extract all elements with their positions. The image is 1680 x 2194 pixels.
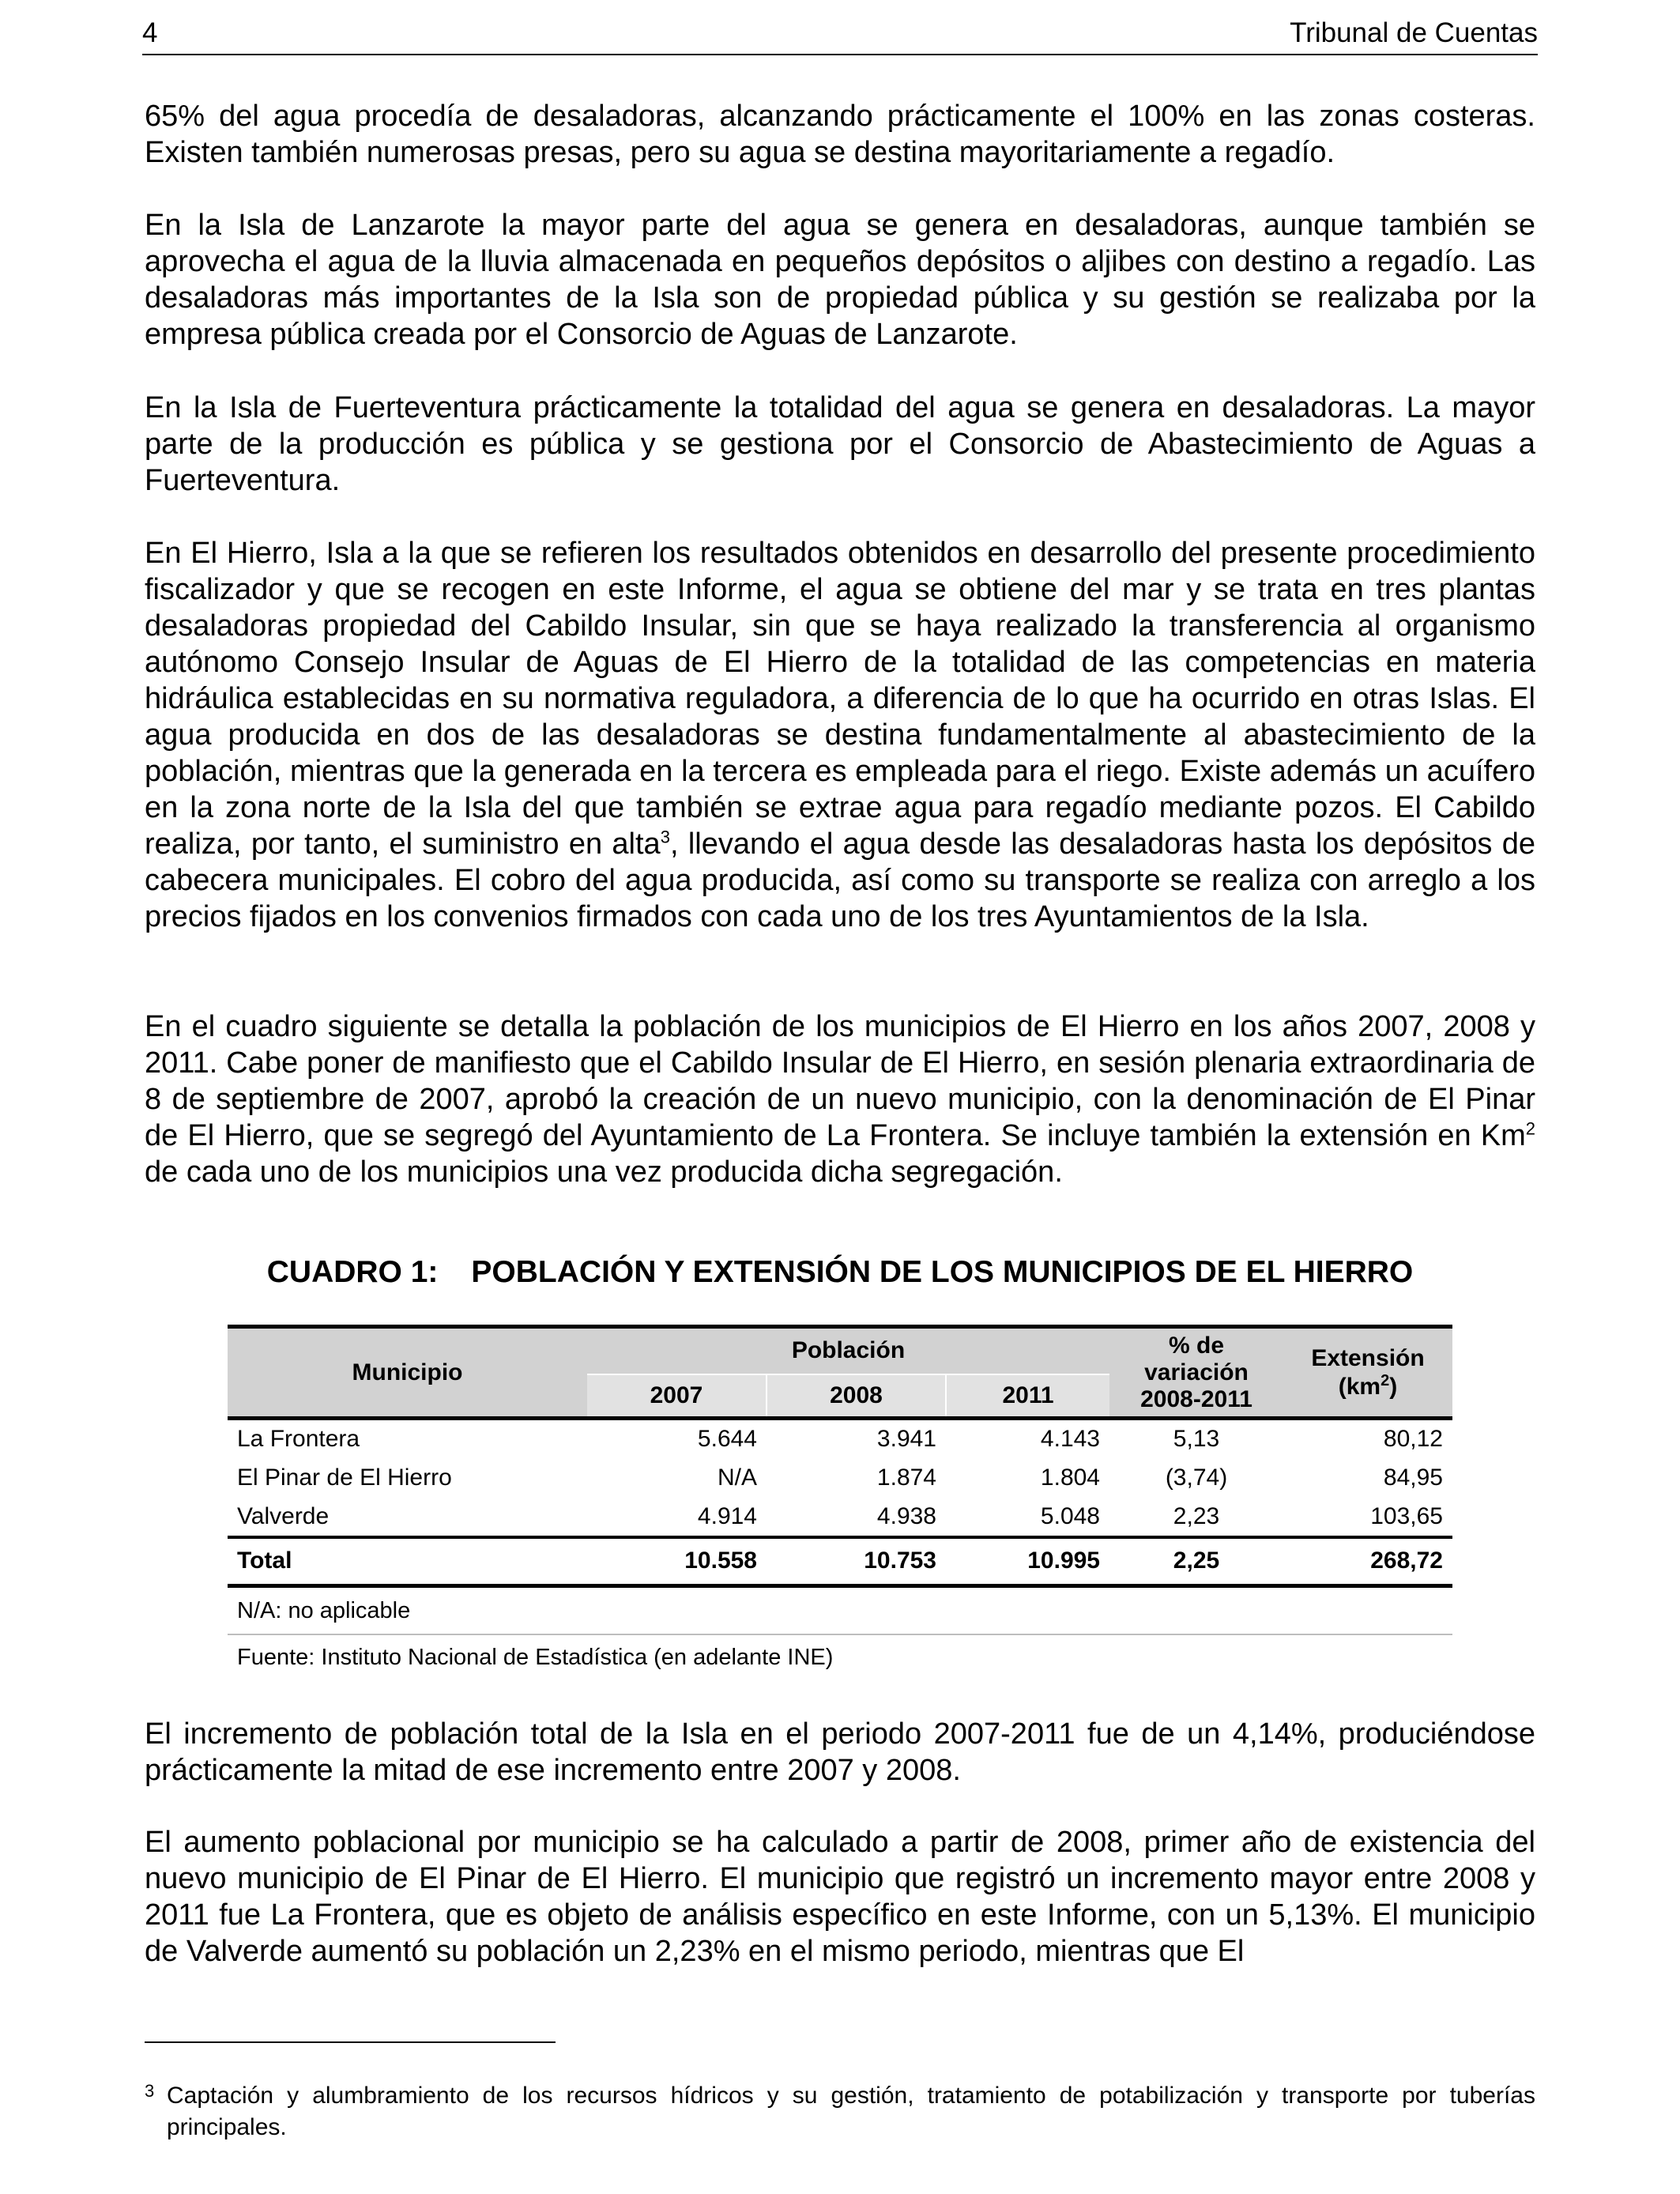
table-row <box>228 1498 1452 1537</box>
column-header-poblacion: Población <box>587 1327 1109 1374</box>
cell-municipio: Valverde <box>237 1502 330 1529</box>
variacion-header-line1: % de variación <box>1144 1332 1249 1385</box>
total-row <box>228 1537 1452 1586</box>
paragraph-cuadro-intro-text-b: de cada uno de los municipios una vez producida dicha segregación. <box>145 1155 1063 1189</box>
column-header-municipio: Municipio <box>228 1327 587 1419</box>
cell-municipio: La Frontera <box>237 1425 360 1452</box>
paragraph-fuerteventura: En la Isla de Fuerteventura prácticamente la totalidad del agua se genera en desaladoras. La mayor parte de la producción es pública y se gestiona por el Consorcio de Abastecimiento de Aguas a Fuerteventura. <box>145 391 1535 497</box>
page-number: 4 <box>142 17 158 48</box>
cell-2011: 1.804 <box>1040 1464 1100 1491</box>
paragraph-cuadro-intro <box>145 1008 1535 1190</box>
cell-total-2007: 10.558 <box>684 1547 757 1574</box>
table-number: CUADRO 1: <box>266 1255 439 1289</box>
superscript-2: 2 <box>1525 1118 1535 1139</box>
footnote-text: Captación y alumbramiento de los recursos hídricos y su gestión, tratamiento de potabilización y transporte por tuberías principales. <box>167 2083 1535 2140</box>
cell-total-2008: 10.753 <box>864 1547 936 1574</box>
footnote-number: 3 <box>145 2081 155 2101</box>
footnote <box>145 2080 1535 2143</box>
cell-2008: 3.941 <box>876 1425 936 1452</box>
cell-2011: 5.048 <box>1040 1502 1100 1529</box>
variacion-header-line2: 2008-2011 <box>1140 1385 1252 1412</box>
footnote-reference[interactable]: 3 <box>660 827 670 847</box>
paragraph-aumento: El aumento poblacional por municipio se ha calculado a partir de 2008, primer año de existencia del nuevo municipio de El Pinar de El Hierro. El municipio que registró un incremento mayor entre 2008 y 2011 fue La Frontera, que es objeto de análisis específico en este Informe, con un 5,13%. El municipio de Valverde aumentó su población un 2,23% en el mismo periodo, mientras que El <box>145 1826 1535 1968</box>
table-source-row <box>228 1634 1452 1679</box>
column-header-2011: 2011 <box>946 1374 1109 1419</box>
paragraph-incremento: El incremento de población total de la Isla en el periodo 2007-2011 fue de un 4,14%, produciéndose prácticamente la mitad de ese incremento entre 2007 y 2008. <box>145 1717 1535 1787</box>
extension-unit-sup: 2 <box>1381 1371 1390 1389</box>
cell-extension: 84,95 <box>1383 1464 1443 1491</box>
cell-extension: 103,65 <box>1370 1502 1443 1529</box>
column-header-2007: 2007 <box>587 1374 767 1419</box>
cell-total-label: Total <box>237 1547 292 1574</box>
cell-2011: 4.143 <box>1040 1425 1100 1452</box>
table-note: N/A: no aplicable <box>228 1586 1452 1635</box>
extension-unit-a: (km <box>1338 1373 1381 1400</box>
cell-extension: 80,12 <box>1383 1425 1443 1452</box>
table-note-row <box>228 1586 1452 1635</box>
extension-unit-b: ) <box>1389 1373 1398 1400</box>
paragraph-el-hierro-text-b: , llevando el agua desde las desaladoras hasta los depósitos de cabecera municipales. El cobro del agua producida, así como su transporte se realiza con arreglo a los precios fijados en los convenios firmados con cada uno de los tres Ayuntamientos de la Isla. <box>145 827 1535 933</box>
cell-total-variacion: 2,25 <box>1173 1547 1220 1574</box>
paragraph-el-hierro-text-a: En El Hierro, Isla a la que se refieren los resultados obtenidos en desarrollo del presente procedimiento fiscalizador y que se recogen en este Informe, el agua se obtiene del mar y se trata en tres plantas desaladoras propiedad del Cabildo Insular, sin que se haya realizado la transferencia al organismo autónomo Consejo Insular de Aguas de El Hierro de la totalidad de las competencias en materia hidráulica establecidas en su normativa reguladora, a diferencia de lo que ha ocurrido en otras Islas. El agua producida en dos de las desaladoras se destina fundamentalmente al abastecimiento de la población, mientras que la generada en la tercera es empleada para el riego. Existe además un acuífero en la zona norte de la Isla del que también se extrae agua para regadío mediante pozos. El Cabildo realiza, por tanto, el suministro en alta <box>145 537 1535 861</box>
table-title <box>145 1255 1535 1290</box>
paragraph-cuadro-intro-text-a: En el cuadro siguiente se detalla la población de los municipios de El Hierro en los años 2007, 2008 y 2011. Cabe poner de manifiesto que el Cabildo Insular de El Hierro, en sesión plenaria extraordinaria de 8 de septiembre de 2007, aprobó la creación de un nuevo municipio, con la denominación de El Pinar de El Hierro, que se segregó del Ayuntamiento de La Frontera. Se incluye también la extensión en Km <box>145 1010 1535 1152</box>
table-row <box>228 1419 1452 1458</box>
page-header <box>142 16 1538 55</box>
cell-2008: 1.874 <box>876 1464 936 1491</box>
extension-header-line2 <box>1293 1372 1443 1400</box>
paragraph-el-hierro <box>145 535 1535 935</box>
extension-header-line1: Extensión <box>1311 1344 1425 1371</box>
header-organization: Tribunal de Cuentas <box>1290 17 1538 48</box>
footnote-separator <box>145 2041 556 2043</box>
table-row <box>228 1458 1452 1498</box>
column-header-variacion <box>1109 1327 1283 1419</box>
paragraph-1: 65% del agua procedía de desaladoras, alcanzando prácticamente el 100% en las zonas costeras. Existen también numerosas presas, pero su agua se destina mayoritariamente a regadío. <box>145 100 1535 169</box>
cell-municipio: El Pinar de El Hierro <box>237 1464 452 1491</box>
paragraph-lanzarote: En la Isla de Lanzarote la mayor parte del agua se genera en desaladoras, aunque también se aprovecha el agua de la lluvia almacenada en pequeños depósitos o aljibes con destino a regadío. Las desaladoras más importantes de la Isla son de propiedad pública y su gestión se realizaba por la empresa pública creada por el Consorcio de Aguas de Lanzarote. <box>145 209 1535 351</box>
cell-total-2011: 10.995 <box>1027 1547 1100 1574</box>
population-table <box>228 1325 1452 1679</box>
column-header-extension <box>1283 1327 1452 1419</box>
table-title-text: POBLACIÓN Y EXTENSIÓN DE LOS MUNICIPIOS DE EL HIERRO <box>471 1255 1414 1289</box>
cell-2007: 5.644 <box>697 1425 757 1452</box>
column-header-2008: 2008 <box>767 1374 946 1419</box>
cell-2008: 4.938 <box>876 1502 936 1529</box>
cell-variacion: 2,23 <box>1173 1502 1220 1529</box>
cell-total-extension: 268,72 <box>1370 1547 1443 1574</box>
cell-variacion: 5,13 <box>1173 1425 1220 1452</box>
table-source: Fuente: Instituto Nacional de Estadística (en adelante INE) <box>237 1644 834 1670</box>
cell-2007: 4.914 <box>697 1502 757 1529</box>
cell-variacion: (3,74) <box>1165 1464 1228 1491</box>
cell-2007: N/A <box>717 1464 757 1491</box>
